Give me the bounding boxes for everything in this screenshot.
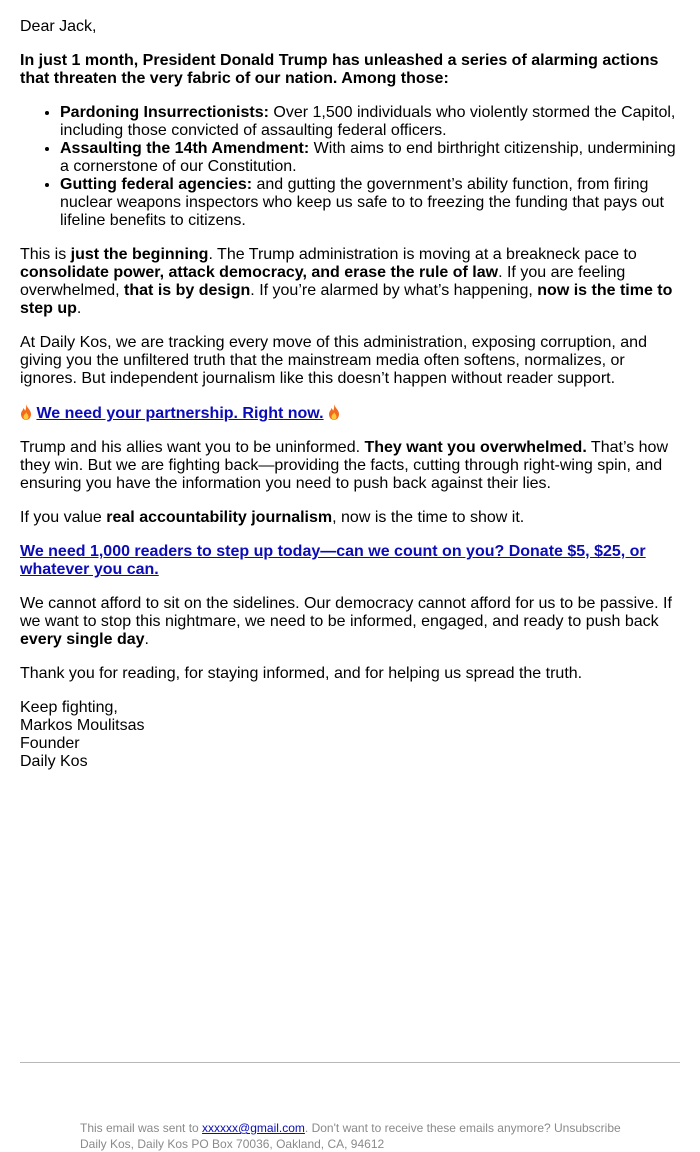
- footer-divider: [20, 1062, 680, 1063]
- list-item: • Gutting federal agencies: and gutting the government’s ability function, from firing nuclear weapons inspectors who keep us safe to to freezing the funding that pays out lifeline benefits to citizens.: [60, 176, 680, 230]
- cta-partnership: [20, 404, 680, 423]
- unsubscribe-text[interactable]: . Don't want to receive these emails anymore? Unsubscribe: [304, 1121, 621, 1135]
- partnership-link[interactable]: We need your partnership. Right now.: [36, 405, 324, 422]
- paragraph-uninformed: Trump and his allies want you to be uninformed. They want you overwhelmed. That’s how they win. But we are fighting back—providing the facts, cutting through right-wing spin, and ensuring you have the information you need to push back against their lies.: [20, 439, 668, 492]
- intro-paragraph: In just 1 month, President Donald Trump has unleashed a series of alarming actions that threaten the very fabric of our nation. Among those:: [20, 52, 659, 87]
- paragraph-daily-kos: At Daily Kos, we are tracking every move of this administration, exposing corruption, and giving you the unfiltered truth that the mainstream media often softens, normalizes, or ignores. But independent journalism like this doesn’t happen without reader support.: [20, 334, 647, 387]
- list-item: • Assaulting the 14th Amendment: With aims to end birthright citizenship, undermining a cornerstone of our Constitution.: [60, 140, 680, 176]
- paragraph-beginning: This is just the beginning. The Trump administration is moving at a breakneck pace to consolidate power, attack democracy, and erase the rule of law. If you are feeling overwhelmed, that is by design. If you’re alarmed by what’s happening, now is the time to step up.: [20, 246, 673, 317]
- paragraph-thanks: Thank you for reading, for staying informed, and for helping us spread the truth.: [20, 665, 583, 682]
- signature: Keep fighting, Markos Moulitsas Founder Daily Kos: [20, 699, 145, 770]
- actions-list: [20, 104, 680, 230]
- list-item: • Pardoning Insurrectionists: Over 1,500 individuals who violently stormed the Capitol, including those convicted of assaulting federal officers.: [60, 104, 680, 140]
- fire-icon: [20, 404, 32, 420]
- recipient-email-link[interactable]: xxxxxx@gmail.com: [202, 1121, 305, 1135]
- fire-icon: [328, 404, 340, 420]
- footer-address: Daily Kos, Daily Kos PO Box 70036, Oakland, CA, 94612: [80, 1137, 385, 1151]
- paragraph-sidelines: We cannot afford to sit on the sidelines. Our democracy cannot afford for us to be passive. If we want to stop this nightmare, we need to be informed, engaged, and ready to push back every single day.: [20, 595, 672, 648]
- paragraph-accountability: If you value real accountability journalism, now is the time to show it.: [20, 509, 525, 526]
- cta-donate: [20, 543, 680, 579]
- donate-link[interactable]: We need 1,000 readers to step up today—can we count on you? Donate $5, $25, or whatever you can.: [20, 543, 646, 578]
- greeting: Dear Jack,: [20, 18, 97, 35]
- footer: [80, 1120, 660, 1152]
- footer-sent-line: This email was sent to xxxxxx@gmail.com. Don't want to receive these emails anymore? Unsubscribe: [80, 1121, 621, 1135]
